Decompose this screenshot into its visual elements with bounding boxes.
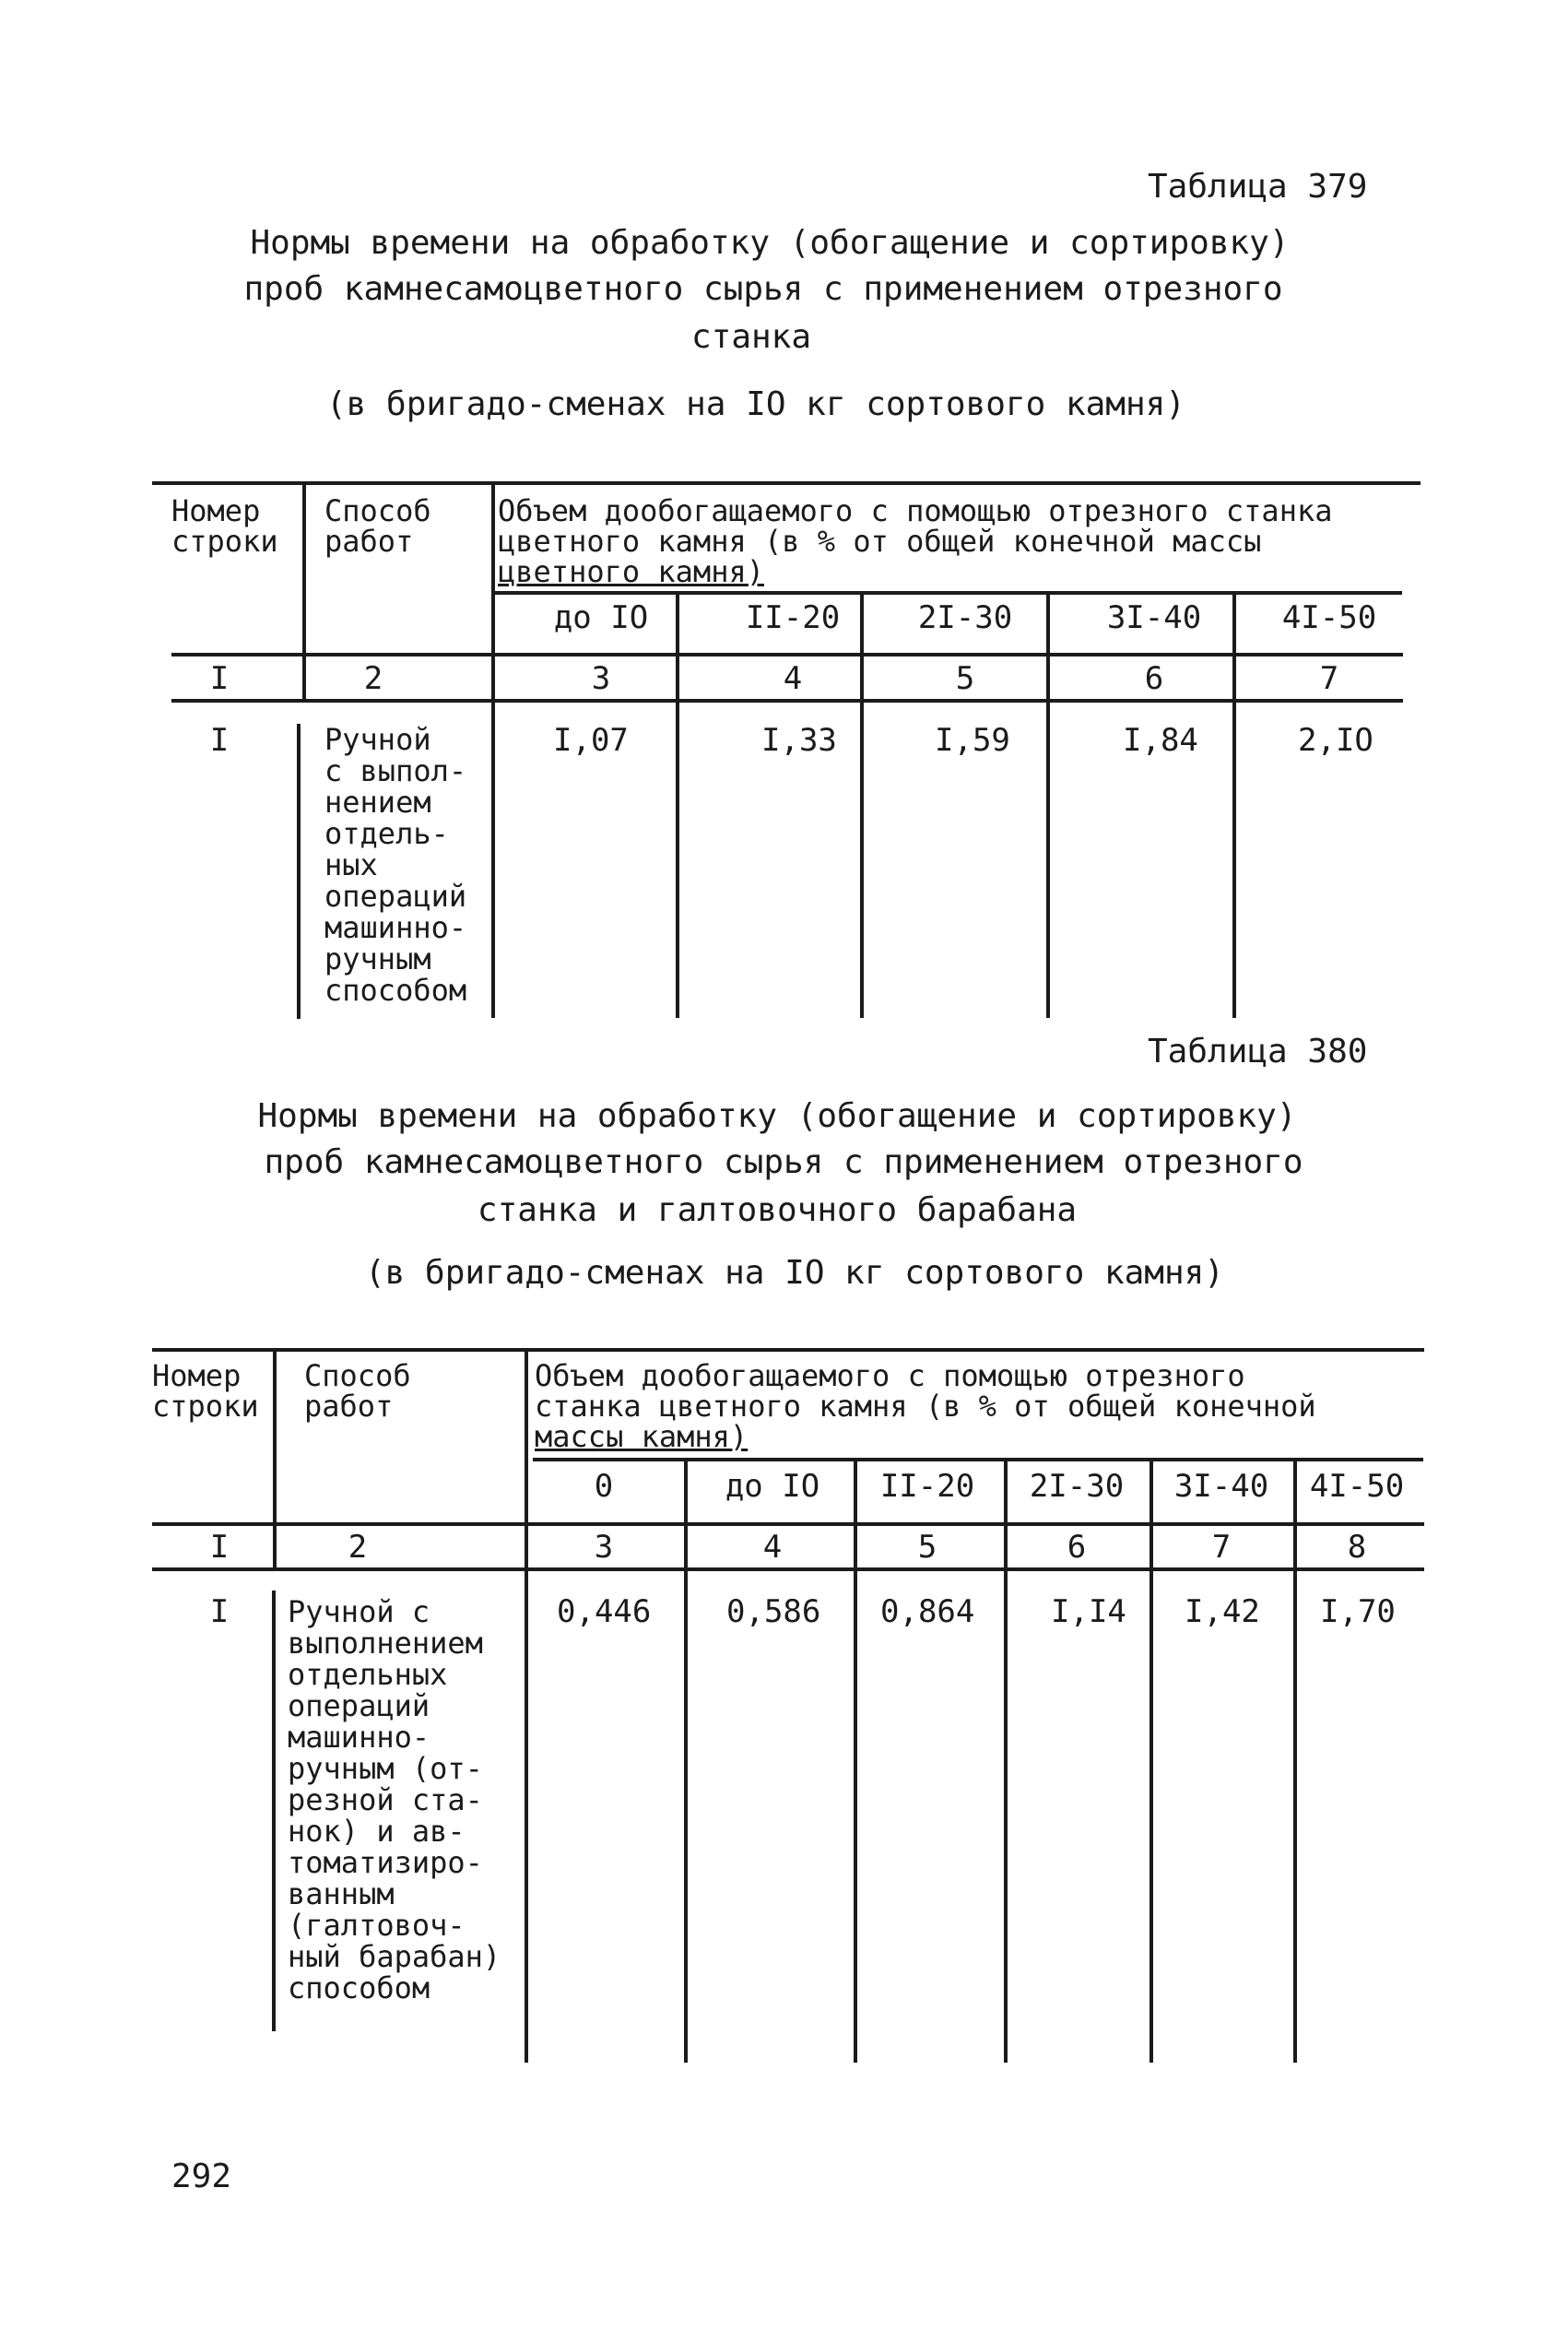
table-379-title-line-2: проб камнесамоцветного сырья с применением отрезного: [243, 270, 1283, 308]
table-380-col-divider-1b: [272, 1591, 276, 2031]
table-380-col-divider-2: [525, 1350, 528, 2063]
method-line: машинно-: [288, 1720, 430, 1755]
method-line: нок) и ав-: [288, 1814, 466, 1849]
table-380-row-number: I: [209, 1593, 230, 1630]
table-379-row-method: [324, 724, 466, 1006]
table-379-colnum-4: 4: [783, 660, 803, 697]
method-line: с выпол-: [324, 753, 467, 788]
table-380-range-4: 2I-30: [1029, 1468, 1125, 1505]
table-379-colnum-1: I: [209, 660, 230, 697]
table-379-range-1: до IO: [553, 599, 649, 636]
table-380-header-volume: [535, 1358, 1316, 1454]
table-379-colnum-6: 6: [1144, 660, 1164, 697]
method-line: Ручной: [324, 722, 431, 757]
table-380-range-3: II-20: [879, 1468, 975, 1505]
header-line: Объем дообогащаемого с помощью отрезного: [535, 1358, 1245, 1393]
table-379-range-2: II-20: [745, 599, 841, 636]
method-line: томатизиро-: [288, 1845, 483, 1880]
header-line: работ: [304, 1389, 394, 1424]
table-380-colnum-6: 6: [1067, 1529, 1087, 1566]
table-380-colnum-7: 7: [1211, 1529, 1232, 1566]
table-379-value-5: 2,IO: [1298, 722, 1373, 759]
table-379-col-divider-4: [860, 591, 864, 1018]
header-line: Объем дообогащаемого с помощью отрезного станка: [498, 493, 1333, 528]
method-line: ручным (от-: [288, 1751, 483, 1786]
header-line: Номер: [171, 493, 261, 528]
table-380-col-divider-6: [1149, 1458, 1153, 2063]
method-line: операций: [288, 1688, 430, 1723]
table-379-colnum-3: 3: [591, 660, 611, 697]
header-line: работ: [324, 524, 414, 559]
table-379-title-line-3: станка: [690, 318, 812, 356]
method-line: выполнением: [288, 1626, 483, 1661]
table-380-col-divider-3: [684, 1458, 688, 2063]
table-380-units: (в бригадо-сменах на IO кг сортового камня): [365, 1254, 1224, 1292]
method-line: ных: [324, 847, 378, 882]
table-379-colnum-7: 7: [1319, 660, 1339, 697]
table-380-value-4: I,I4: [1051, 1593, 1126, 1630]
table-380-range-2: до IO: [725, 1468, 820, 1505]
table-379-col-divider-2: [491, 483, 495, 1018]
table-379-title-line-1: Нормы времени на обработку (обогащение и сортировку): [250, 224, 1290, 262]
table-379-value-3: I,59: [935, 722, 1010, 759]
method-line: ручным: [324, 941, 431, 976]
table-379-row-number: I: [209, 722, 230, 759]
table-379-header-volume: [498, 493, 1333, 589]
table-380-header-row-number: [152, 1358, 259, 1424]
header-line: массы камня): [535, 1419, 749, 1454]
method-line: ванным: [288, 1876, 395, 1911]
table-380-range-1: 0: [594, 1468, 614, 1505]
table-380-header-rule: [152, 1522, 1424, 1526]
method-line: отдель-: [324, 816, 449, 851]
method-line: отдельных: [288, 1657, 448, 1692]
table-380-label: Таблица 380: [1148, 1033, 1368, 1070]
table-380-colnum-2: 2: [348, 1529, 368, 1566]
table-380-header-method: [304, 1358, 411, 1424]
header-line: цветного камня): [498, 554, 764, 589]
table-380-colnum-1: I: [209, 1529, 230, 1566]
table-379-col-divider-1: [302, 483, 306, 699]
table-380-range-6: 4I-50: [1309, 1468, 1405, 1505]
table-379-col-divider-6: [1232, 591, 1236, 1018]
method-line: способом: [288, 1970, 430, 2005]
table-380-col-divider-1: [273, 1350, 277, 1567]
table-379-colnum-5: 5: [955, 660, 975, 697]
table-380-col-divider-7: [1293, 1458, 1297, 2063]
table-379-subheader-rule: [493, 591, 1402, 595]
header-line: Способ: [324, 493, 431, 528]
table-380-range-5: 3I-40: [1173, 1468, 1269, 1505]
table-379-header-rule: [171, 653, 1403, 656]
table-380-title-line-2: проб камнесамоцветного сырья с применением отрезного: [264, 1143, 1303, 1181]
table-379-top-rule: [152, 481, 1421, 485]
table-380-value-1: 0,446: [557, 1593, 652, 1630]
table-380-value-5: I,42: [1185, 1593, 1260, 1630]
table-379-value-1: I,07: [553, 722, 629, 759]
table-380-colnum-5: 5: [917, 1529, 937, 1566]
table-379-value-4: I,84: [1123, 722, 1198, 759]
method-line: резной ста-: [288, 1782, 483, 1817]
table-379-units: (в бригадо-сменах на IO кг сортового камня): [326, 385, 1185, 423]
table-380-row-method: [288, 1596, 501, 2004]
table-380-subheader-rule: [533, 1458, 1423, 1461]
table-379-colnum-2: 2: [363, 660, 383, 697]
header-line: строки: [171, 524, 278, 559]
header-line: станка цветного камня (в % от общей конечной: [535, 1389, 1316, 1424]
table-380-title-line-1: Нормы времени на обработку (обогащение и сортировку): [257, 1097, 1297, 1135]
table-380-title-line-3: станка и галтовочного барабана: [477, 1191, 1078, 1229]
header-line: цветного камня (в % от общей конечной массы: [498, 524, 1262, 559]
header-line: Способ: [304, 1358, 411, 1393]
table-380-colnum-8: 8: [1347, 1529, 1367, 1566]
table-379-label: Таблица 379: [1148, 168, 1368, 206]
table-380-col-divider-5: [1004, 1458, 1008, 2063]
page-number: 292: [171, 2158, 232, 2195]
header-line: строки: [152, 1389, 259, 1424]
table-380-top-rule: [152, 1348, 1424, 1352]
table-379-col-divider-3: [676, 591, 679, 1018]
table-380-colnum-4: 4: [762, 1529, 783, 1566]
table-380-colnum-3: 3: [594, 1529, 614, 1566]
table-379-col-divider-5: [1046, 591, 1050, 1018]
method-line: Ручной с: [288, 1594, 430, 1629]
table-379-colnum-rule: [171, 699, 1403, 703]
table-379-col-divider-1b: [297, 724, 301, 1019]
table-380-value-2: 0,586: [726, 1593, 821, 1630]
table-379-range-5: 4I-50: [1281, 599, 1377, 636]
header-line: Номер: [152, 1358, 242, 1393]
method-line: способом: [324, 973, 467, 1008]
method-line: машинно-: [324, 910, 467, 945]
table-379-header-row-number: [171, 493, 278, 559]
table-379-range-4: 3I-40: [1106, 599, 1202, 636]
method-line: (галтовоч-: [288, 1908, 466, 1943]
table-380-col-divider-4: [854, 1458, 857, 2063]
method-line: операций: [324, 879, 467, 914]
table-380-value-3: 0,864: [880, 1593, 975, 1630]
table-380-colnum-rule: [152, 1567, 1424, 1571]
table-379-header-method: [324, 493, 431, 559]
method-line: нением: [324, 785, 431, 820]
table-379-value-2: I,33: [761, 722, 837, 759]
table-379-range-3: 2I-30: [917, 599, 1013, 636]
method-line: ный барабан): [288, 1939, 501, 1974]
table-380-value-6: I,70: [1320, 1593, 1396, 1630]
